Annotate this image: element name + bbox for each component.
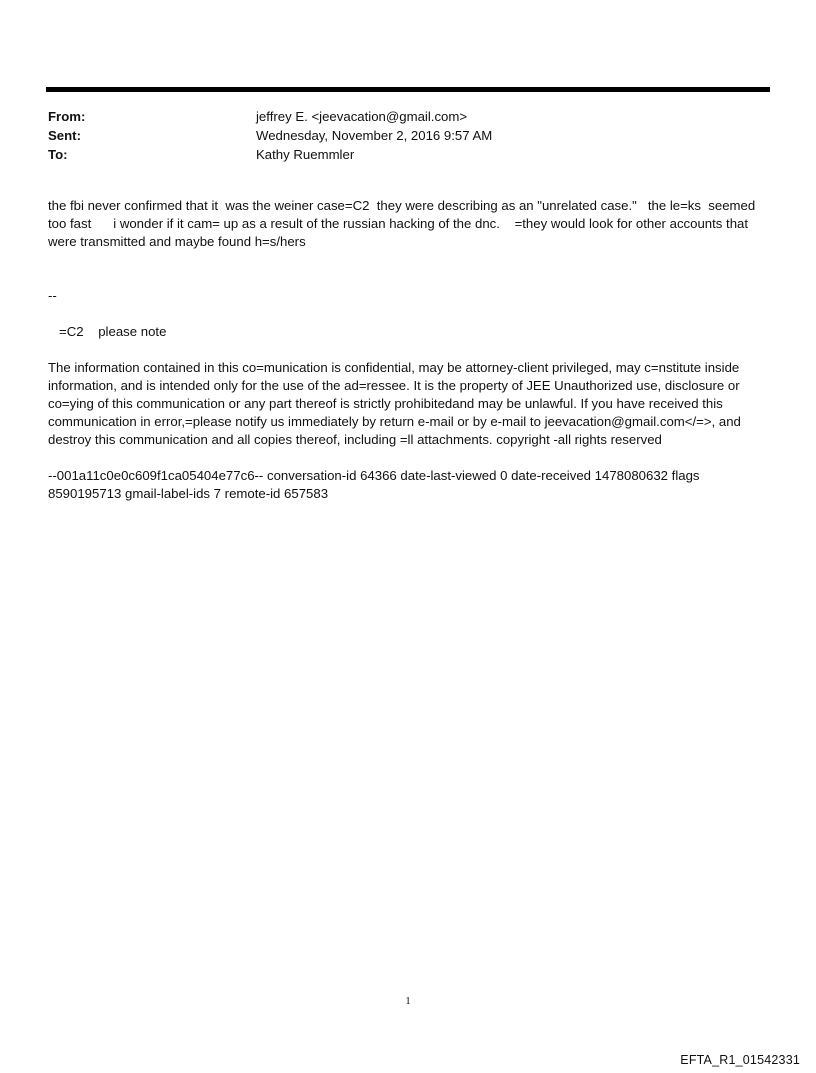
mime-metadata-footer: --001a11c0e0c609f1ca05404e77c6-- conversation-id 64366 date-last-viewed 0 date-received 1478080632 flags 8590195713 gmail-label-ids 7 remote-id 657583 (48, 468, 704, 501)
sent-row (48, 126, 768, 145)
document-id: EFTA_R1_01542331 (680, 1053, 800, 1067)
sent-label: Sent: (48, 128, 81, 143)
sent-value: Wednesday, November 2, 2016 9:57 AM (256, 128, 493, 143)
header-divider (46, 87, 770, 92)
to-label: To: (48, 147, 68, 162)
from-label: From: (48, 109, 86, 124)
message-body: the fbi never confirmed that it was the weiner case=C2 they were describing as an "unrelated case." the le=ks seemed too fast i wonder if it cam= up as a result of the russian hacking of the dnc. =they would look for other accounts that were transmitted and maybe found h=s/hers (48, 198, 759, 249)
email-header (48, 107, 768, 164)
from-value: jeffrey E. <jeevacation@gmail.com> (256, 109, 468, 124)
page-number: 1 (405, 995, 411, 1007)
to-row (48, 145, 768, 164)
to-value: Kathy Ruemmler (256, 147, 355, 162)
from-row (48, 107, 768, 126)
signature-separator: -- (48, 288, 57, 303)
confidentiality-disclaimer: The information contained in this co=munication is confidential, may be attorney-client privileged, may c=nstitute inside information, and is intended only for the use of the ad=ressee. It is the property of JEE Unauthorized use, disclosure or co=ying of this communication or any part thereof is strictly prohibitedand may be unlawful. If you have received this communication in error,=please notify us immediately by return e-mail or by e-mail to jeevacation@gmail.com</=>, and destroy this communication and all copies thereof, including =ll attachments. copyright -all rights reserved (48, 360, 745, 447)
signature-note: =C2 please note (48, 324, 167, 339)
